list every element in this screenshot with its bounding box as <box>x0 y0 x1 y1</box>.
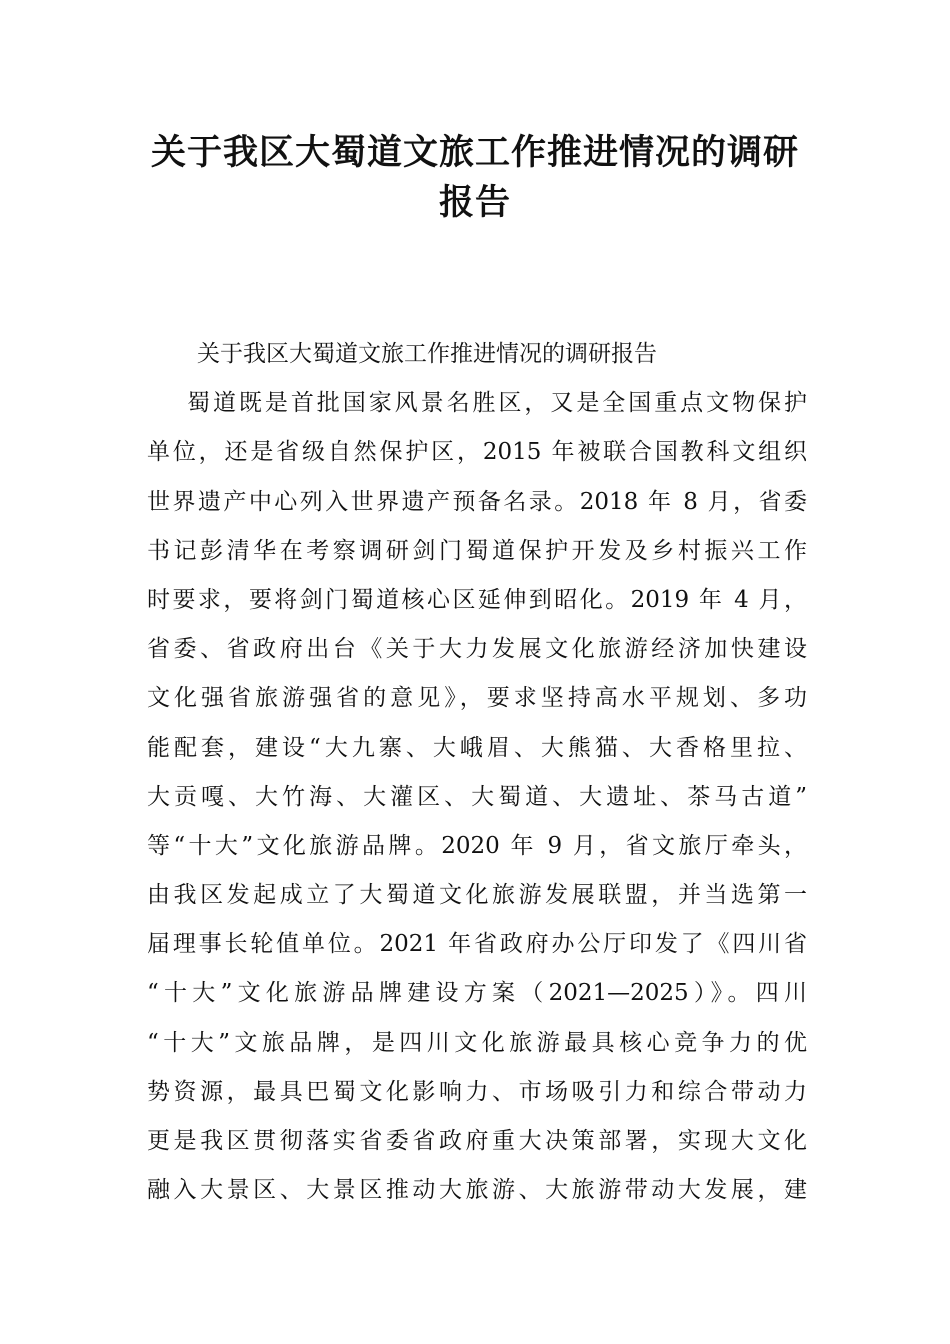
paragraph-line-10: 等“十大”文化旅游品牌。2020 年 9 月，省文旅厅牵头， <box>147 832 807 859</box>
paragraph-line-17: 融入大景区、大景区推动大旅游、大旅游带动大发展，建 <box>147 1177 807 1204</box>
document-title <box>120 128 830 228</box>
paragraph-line-5: 时要求，要将剑门蜀道核心区延伸到昭化。2019 年 4 月， <box>147 586 807 613</box>
paragraph-line-7: 文化强省旅游强省的意见》，要求坚持高水平规划、多功 <box>147 685 807 712</box>
paragraph-line-1: 蜀道既是首批国家风景名胜区，又是全国重点文物保护 <box>187 390 807 417</box>
paragraph-line-3: 世界遗产中心列入世界遗产预备名录。2018 年 8 月，省委 <box>147 488 807 515</box>
paragraph-line-16: 更是我区贯彻落实省委省政府重大决策部署，实现大文化 <box>147 1128 807 1154</box>
paragraph-line-12: 届理事长轮值单位。2021 年省政府办公厅印发了《四川省 <box>147 931 807 958</box>
paragraph-line-15: 势资源，最具巴蜀文化影响力、市场吸引力和综合带动力 <box>147 1078 807 1105</box>
document-body <box>147 330 807 1215</box>
document-title-line-2: 报告 <box>438 182 511 223</box>
paragraph-line-6: 省委、省政府出台《关于大力发展文化旅游经济加快建设 <box>147 636 807 663</box>
paragraph-line-8: 能配套，建设“大九寨、大峨眉、大熊猫、大香格里拉、 <box>147 734 807 761</box>
document-title-line-1: 关于我区大蜀道文旅工作推进情况的调研 <box>150 132 799 173</box>
paragraph-line-9: 大贡嘎、大竹海、大灌区、大蜀道、大遗址、茶马古道” <box>147 783 807 810</box>
paragraph-line-11: 由我区发起成立了大蜀道文化旅游发展联盟，并当选第一 <box>147 882 807 909</box>
paragraph-line-14: “十大”文旅品牌，是四川文化旅游最具核心竞争力的优 <box>147 1029 807 1056</box>
paragraph-line-2: 单位，还是省级自然保护区，2015 年被联合国教科文组织 <box>147 439 807 466</box>
paragraph-line-13: “十大”文化旅游品牌建设方案（2021—2025）》。四川 <box>147 980 807 1007</box>
paragraph-line-4: 书记彭清华在考察调研剑门蜀道保护开发及乡村振兴工作 <box>147 537 807 564</box>
document-subtitle: 关于我区大蜀道文旅工作推进情况的调研报告 <box>197 341 657 367</box>
